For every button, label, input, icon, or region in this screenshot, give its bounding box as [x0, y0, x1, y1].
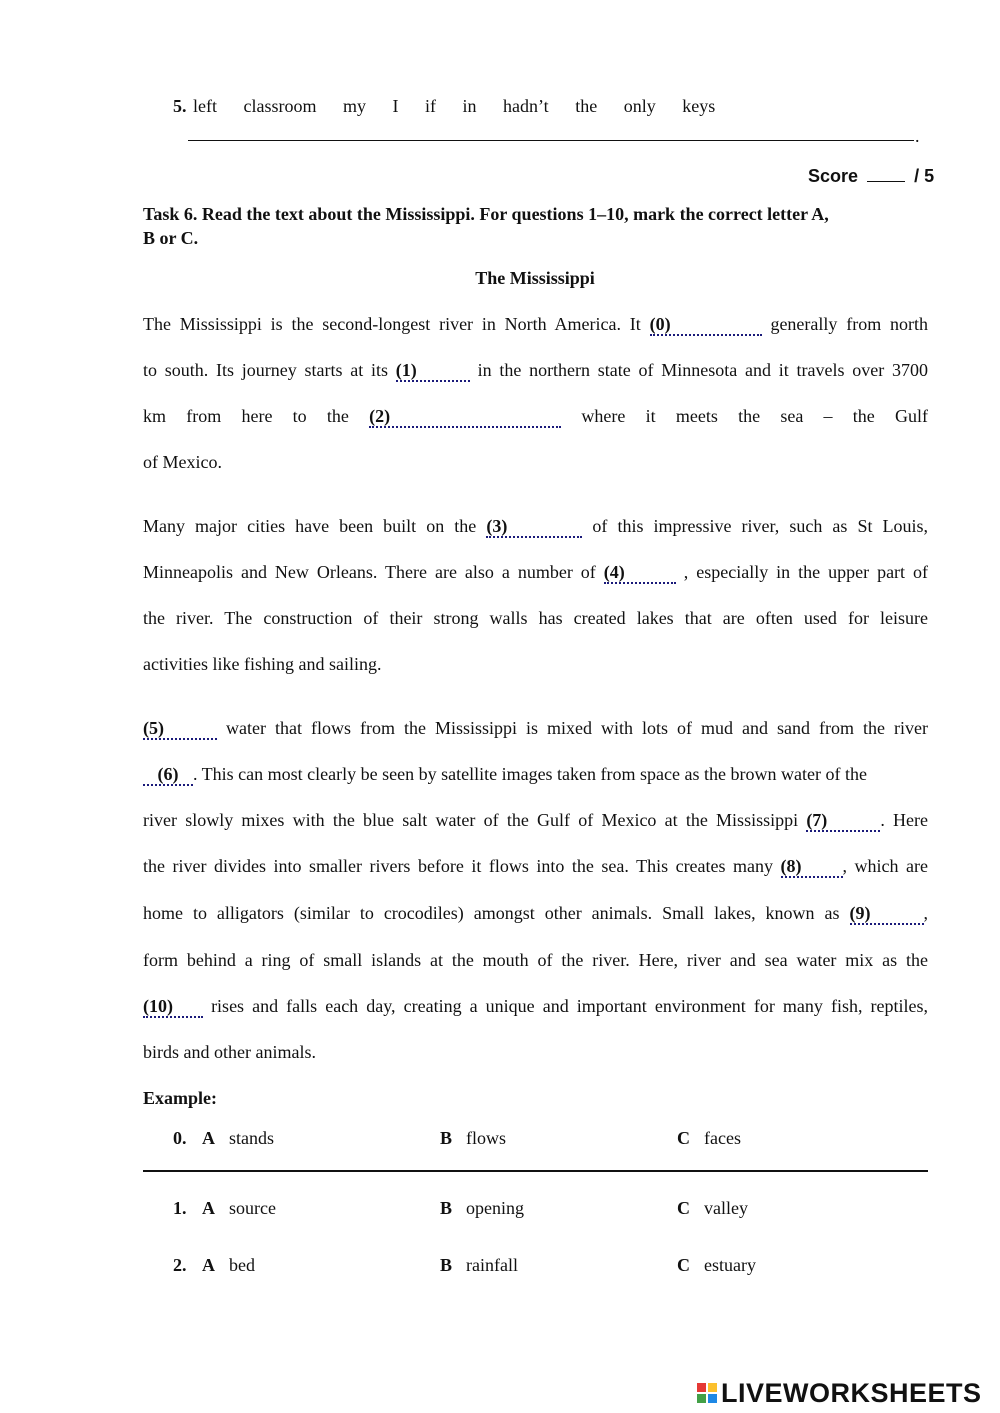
q5-number: 5.	[173, 96, 187, 116]
p3-line: birds and other animals.	[143, 1042, 316, 1062]
p3-line	[143, 810, 928, 832]
question-number: 1.	[173, 1198, 187, 1218]
gap-9[interactable]: (9)	[850, 904, 924, 925]
option-text: rainfall	[466, 1255, 518, 1275]
score-total: / 5	[914, 166, 935, 186]
task-instruction-cont: B or C.	[143, 228, 199, 248]
text-span: km from here to the	[143, 406, 349, 426]
option-text: valley	[704, 1198, 748, 1218]
question-number: 2.	[173, 1255, 187, 1275]
letter-b: B	[440, 1198, 453, 1218]
q5-period: .	[915, 126, 920, 146]
logo-text: LIVEWORKSHEETS	[721, 1377, 982, 1408]
p3-line	[143, 764, 928, 786]
option-a[interactable]	[202, 1255, 255, 1276]
p3-line	[143, 718, 928, 740]
gap-4[interactable]: (4)	[604, 563, 676, 584]
q5-word: hadn’t	[503, 96, 549, 116]
gap-6[interactable]: (6)	[143, 765, 193, 786]
text-span: Minneapolis and New Orleans. There are also a number of	[143, 562, 596, 582]
option-b[interactable]	[440, 1198, 524, 1219]
p2-line	[143, 516, 928, 538]
text-span: . This can most clearly be seen by satellite images taken from space as the brown water of the	[193, 764, 867, 784]
score-label: Score	[808, 166, 859, 186]
text-span: home to alligators (similar to crocodiles) amongst other animals. Small lakes, known as	[143, 903, 840, 923]
p2-line	[143, 562, 928, 584]
p3-line	[143, 903, 928, 925]
text-span: where it meets the sea – the Gulf	[581, 406, 929, 426]
logo-square	[697, 1394, 706, 1403]
p3-line: form behind a ring of small islands at the mouth of the river. Here, river and sea water mix as the	[143, 950, 928, 970]
text-span: to south. Its journey starts at its	[143, 360, 389, 380]
p3-line	[143, 996, 928, 1018]
gap-10[interactable]: (10)	[143, 997, 203, 1018]
p2-line: the river. The construction of their strong walls has created lakes that are often used for leisure	[143, 608, 928, 628]
letter-b: B	[440, 1255, 453, 1275]
option-text: source	[229, 1198, 276, 1218]
text-span: Many major cities have been built on the	[143, 516, 477, 536]
p2-line: activities like fishing and sailing.	[143, 654, 382, 674]
text-span: in the northern state of Minnesota and it travels over 3700	[477, 360, 929, 380]
gap-2[interactable]: (2)	[369, 407, 561, 428]
text-span: the river divides into smaller rivers before it flows into the sea. This creates many	[143, 856, 774, 876]
option-c[interactable]	[677, 1255, 756, 1276]
task-instruction: Task 6. Read the text about the Mississippi. For questions 1–10, mark the correct letter A,	[143, 204, 829, 224]
option-a[interactable]	[202, 1198, 276, 1219]
letter-a: A	[202, 1255, 215, 1275]
example-label: Example:	[143, 1088, 217, 1108]
text-span: ,	[923, 903, 929, 923]
logo-square	[697, 1383, 706, 1392]
gap-3[interactable]: (3)	[486, 517, 582, 538]
p3-line	[143, 856, 928, 878]
p1-line	[143, 314, 928, 336]
gap-8[interactable]: (8)	[781, 857, 843, 878]
q5-word: only	[623, 96, 656, 116]
score-blank[interactable]	[867, 181, 905, 182]
text-title: The Mississippi	[475, 268, 595, 288]
q5-answer-line[interactable]	[188, 140, 914, 141]
text-span: generally from north	[770, 314, 929, 334]
option-a[interactable]	[202, 1128, 274, 1149]
q5-word: keys	[682, 96, 716, 116]
q5-word: my	[342, 96, 366, 116]
text-span: , especially in the upper part of	[683, 562, 929, 582]
option-text: bed	[229, 1255, 255, 1275]
logo-mark-icon	[697, 1383, 717, 1403]
q5-word: if	[425, 96, 436, 116]
letter-a: A	[202, 1198, 215, 1218]
q5-line	[173, 96, 737, 117]
option-text: faces	[704, 1128, 741, 1148]
liveworksheets-logo	[697, 1376, 982, 1410]
q5-word: I	[392, 96, 399, 116]
gap-1[interactable]: (1)	[396, 361, 470, 382]
gap-7[interactable]: (7)	[806, 811, 880, 832]
option-text: opening	[466, 1198, 525, 1218]
letter-c: C	[677, 1255, 690, 1275]
option-text: stands	[229, 1128, 274, 1148]
text-span: The Mississippi is the second-longest river in North America. It	[143, 314, 641, 334]
text-span: of this impressive river, such as St Louis,	[592, 516, 929, 536]
option-c[interactable]	[677, 1128, 741, 1149]
gap-0[interactable]: (0)	[650, 315, 762, 336]
option-b[interactable]	[440, 1128, 506, 1149]
text-span: . Here	[880, 810, 928, 830]
letter-b: B	[440, 1128, 453, 1148]
q5-word: classroom	[243, 96, 317, 116]
divider	[143, 1170, 928, 1172]
letter-c: C	[677, 1128, 690, 1148]
letter-c: C	[677, 1198, 690, 1218]
p1-line: of Mexico.	[143, 452, 222, 472]
q5-word: the	[575, 96, 598, 116]
option-c[interactable]	[677, 1198, 748, 1219]
text-span: water that flows from the Mississippi is mixed with lots of mud and sand from the river	[226, 718, 929, 738]
text-span: river slowly mixes with the blue salt water of the Gulf of Mexico at the Mississippi	[143, 810, 799, 830]
logo-square	[708, 1383, 717, 1392]
option-text: estuary	[704, 1255, 756, 1275]
question-number: 0.	[173, 1128, 187, 1148]
letter-a: A	[202, 1128, 215, 1148]
text-span: , which are	[842, 856, 929, 876]
option-b[interactable]	[440, 1255, 518, 1276]
q5-word: left	[193, 96, 217, 116]
option-text: flows	[466, 1128, 507, 1148]
q5-word: in	[462, 96, 477, 116]
text-span: rises and falls each day, creating a unique and important environment for many fish, reptiles,	[211, 996, 928, 1016]
logo-square	[708, 1394, 717, 1403]
gap-5[interactable]: (5)	[143, 719, 217, 740]
p1-line	[143, 406, 928, 428]
p1-line	[143, 360, 928, 382]
score	[808, 166, 934, 187]
